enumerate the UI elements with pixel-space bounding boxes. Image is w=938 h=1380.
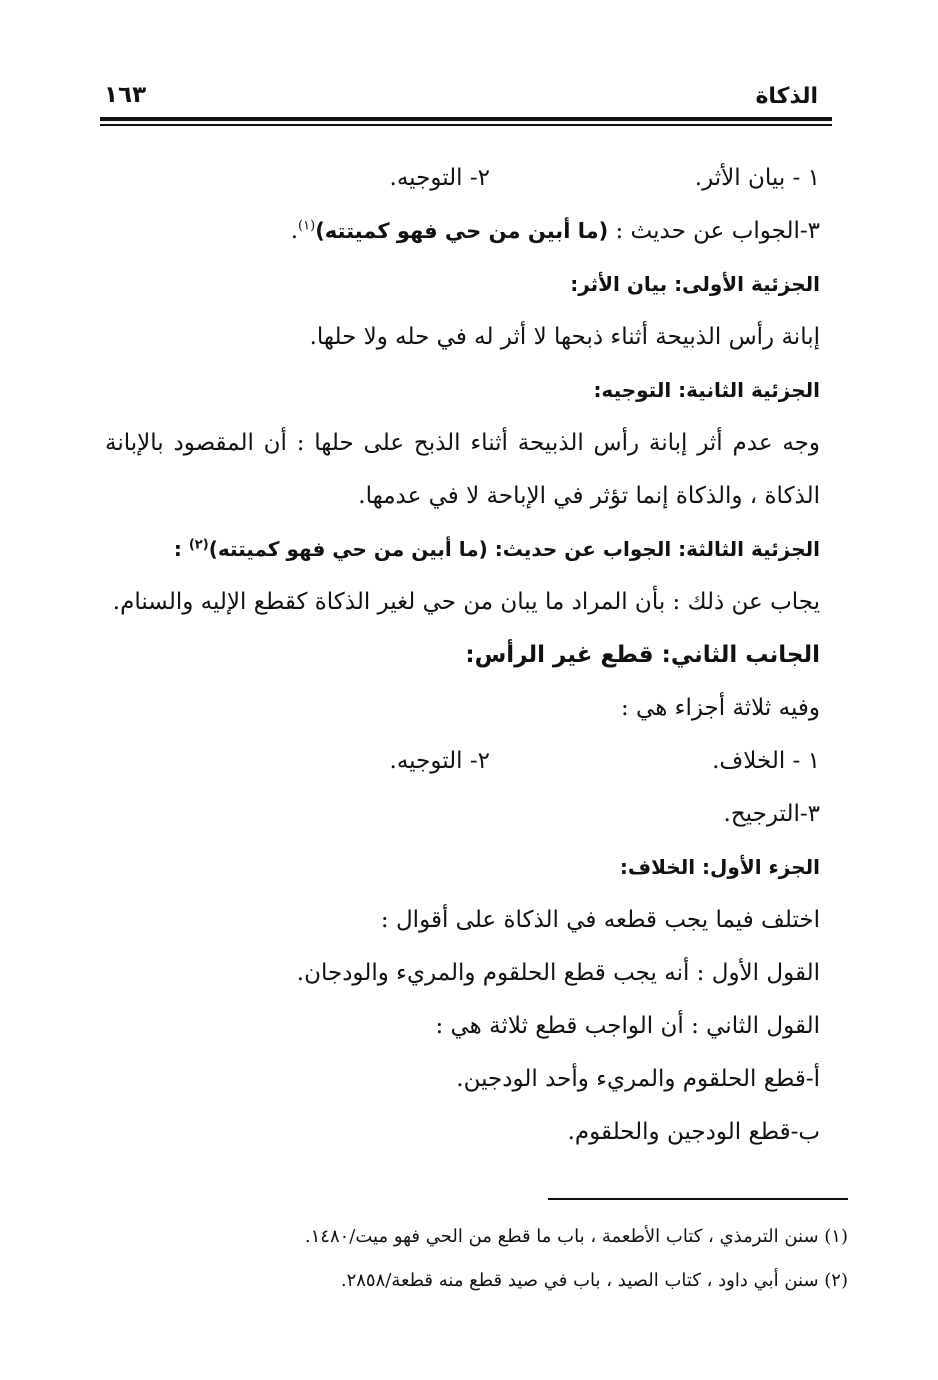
paragraph-line: وفيه ثلاثة أجزاء هي : bbox=[620, 695, 820, 721]
hadith-quote: (ما أبين من حي فهو كميتته) bbox=[315, 219, 609, 243]
heading-text: الجزئية الثالثة: الجواب عن حديث: (ما أبين من حي فهو كميتته) bbox=[208, 537, 820, 561]
footnotes bbox=[150, 1215, 848, 1303]
section-heading-second-aspect: الجانب الثاني: قطع غير الرأس: bbox=[465, 642, 820, 668]
running-header bbox=[100, 78, 832, 114]
header-rule-thick bbox=[100, 117, 832, 121]
paragraph-line: يجاب عن ذلك : بأن المراد ما يبان من حي لغير الذكاة كقطع الإليه والسنام. bbox=[112, 589, 820, 615]
chapter-title: الذكاة bbox=[755, 84, 818, 109]
list-item-rationale: ٢- التوجيه. bbox=[389, 748, 490, 774]
header-rule-thin bbox=[100, 124, 832, 126]
paragraph-line: وجه عدم أثر إبانة رأس الذبيحة أثناء الذبح على حلها : أن المقصود بالإبانة bbox=[105, 430, 820, 456]
answer-prefix: ٣-الجواب عن حديث : bbox=[608, 218, 820, 244]
page-number: ١٦٣ bbox=[104, 82, 147, 108]
list-item-rationale: ٢- التوجيه. bbox=[389, 165, 490, 191]
section-heading-dispute: الجزء الأول: الخلاف: bbox=[619, 855, 820, 879]
footnote-ref-2: (٢) bbox=[188, 537, 209, 553]
list-item-effect: ١ - بيان الأثر. bbox=[694, 165, 820, 191]
footnote: (١) سنن الترمذي ، كتاب الأطعمة ، باب ما قطع من الحي فهو ميت/١٤٨٠. bbox=[304, 1226, 848, 1247]
paragraph-line: القول الثاني : أن الواجب قطع ثلاثة هي : bbox=[435, 1013, 820, 1039]
list-item-dispute: ١ - الخلاف. bbox=[712, 748, 820, 774]
paragraph-line: أ-قطع الحلقوم والمريء وأحد الودجين. bbox=[456, 1066, 820, 1092]
footnote: (٢) سنن أبي داود ، كتاب الصيد ، باب في صيد قطع منه قطعة/٢٨٥٨. bbox=[340, 1270, 848, 1291]
paragraph-line: ب-قطع الودجين والحلقوم. bbox=[567, 1119, 820, 1145]
list-item-answer bbox=[105, 205, 820, 258]
section-heading-third-part bbox=[105, 523, 820, 576]
list-item-preference: ٣-الترجيح. bbox=[723, 801, 820, 827]
heading-suffix: : bbox=[173, 537, 189, 561]
section-heading-first-part: الجزئية الأولى: بيان الأثر: bbox=[570, 272, 820, 296]
section-heading-second-part: الجزئية الثانية: التوجيه: bbox=[593, 378, 820, 402]
paragraph-line: إبانة رأس الذبيحة أثناء ذبحها لا أثر له في حله ولا حلها. bbox=[309, 324, 820, 350]
list-line-2 bbox=[105, 735, 820, 788]
paragraph-line: الذكاة ، والذكاة إنما تؤثر في الإباحة لا في عدمها. bbox=[358, 483, 820, 509]
answer-suffix: . bbox=[290, 218, 299, 244]
paragraph-line: القول الأول : أنه يجب قطع الحلقوم والمريء والودجان. bbox=[296, 960, 820, 986]
footnote-ref-1: (١) bbox=[298, 218, 316, 234]
body-text bbox=[105, 152, 820, 1159]
footnote-separator bbox=[548, 1198, 848, 1200]
paragraph-line: اختلف فيما يجب قطعه في الذكاة على أقوال : bbox=[380, 907, 820, 933]
list-line-1 bbox=[105, 152, 820, 205]
